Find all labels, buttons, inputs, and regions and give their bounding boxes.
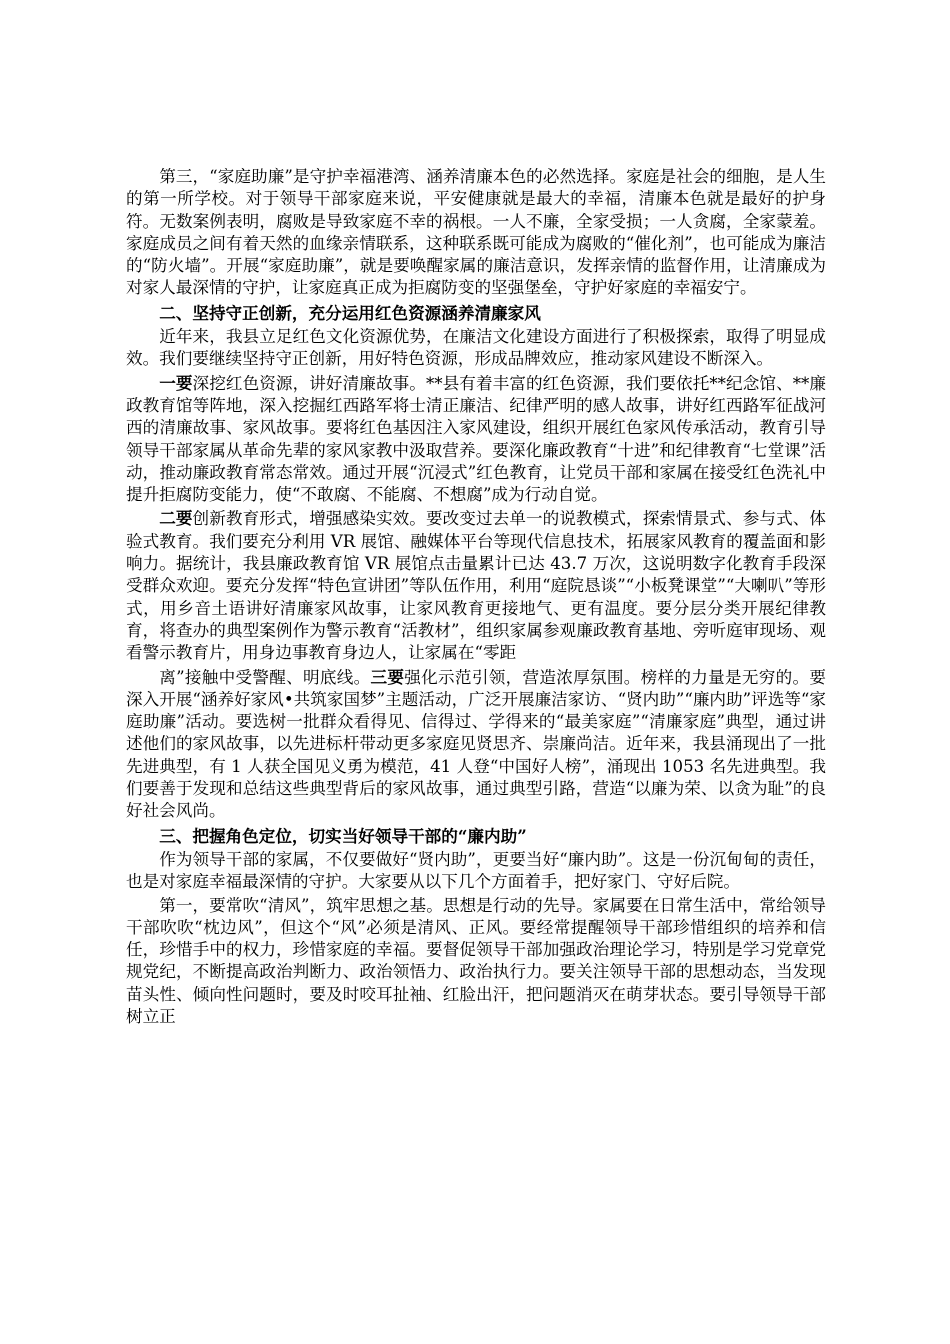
point-three-text: 强化示范引领，营造浓厚氛围。榜样的力量是无穷的。要深入开展“涵养好家风•共筑家国梦”主题活动，广泛开展廉洁家访、“贤内助”“廉内助”评选等“家庭助廉”活动。要选树一批群众看得见、信得过、学得来的“最美家庭”“清廉家庭”典型，通过讲述他们的家风故事，以先进标杆带动更多家庭见贤思齐、崇廉尚洁。近年来，我县涌现出了一批先进典型，有 1 人获全国见义勇为模范，41 人登“中国好人榜”，涌现出 1053 名先进典型。我们要善于发现和总结这些典型背后的家风故事，通过典型引路，营造“以廉为荣、以贪为耻”的良好社会风尚。 xyxy=(126,667,827,821)
paragraph-point-one xyxy=(126,372,826,507)
point-three-lead: 三要 xyxy=(370,666,405,687)
paragraph-point-three xyxy=(126,666,826,823)
point-three-continuation: 离”接触中受警醒、明底线。 xyxy=(159,667,371,687)
paragraph-role-position: 作为领导干部的家属，不仅要做好“贤内助”，更要当好“廉内助”。这是一份沉甸甸的责任，也是对家庭幸福最深情的守护。大家要从以下几个方面着手，把好家门、守好后院。 xyxy=(126,849,826,892)
section-heading-two: 二、坚持守正创新，充分运用红色资源涵养清廉家风 xyxy=(159,302,541,323)
paragraph-family-integrity: 第三，“家庭助廉”是守护幸福港湾、涵养清廉本色的必然选择。家庭是社会的细胞，是人生的第一所学校。对于领导干部家庭来说，平安健康就是最大的幸福，清廉本色就是最好的护身符。无数案例表明，腐败是导致家庭不幸的祸根。一人不廉，全家受损；一人贪腐，全家蒙羞。家庭成员之间有着天然的血缘亲情联系，这种联系既可能成为腐败的“催化剂”，也可能成为廉洁的“防火墙”。开展“家庭助廉”，就是要唤醒家属的廉洁意识，发挥亲情的监督作用，让清廉成为对家人最深情的守护，让家庭真正成为拒腐防变的坚强堡垒，守护好家庭的幸福安宁。 xyxy=(126,167,826,298)
paragraph-point-two xyxy=(126,507,826,664)
point-one-lead: 一要 xyxy=(159,372,193,393)
point-one-text: 深挖红色资源，讲好清廉故事。**县有着丰富的红色资源，我们要依托**纪念馆、**廉政教育馆等阵地，深入挖掘红西路军将士清正廉洁、纪律严明的感人故事，讲好红西路军征战河西的清廉故事、家风故事。要将红色基因注入家风建设，组织开展红色家风传承活动，教育引导领导干部家属从革命先辈的家风家教中汲取营养。要深化廉政教育“十进”和纪律教育“七堂课”活动，推动廉政教育常态常效。通过开展“沉浸式”红色教育，让党员干部和家属在接受红色洗礼中提升拒腐防变能力，使“不敢腐、不能腐、不想腐”成为行动自觉。 xyxy=(126,373,827,505)
section-heading-three: 三、把握角色定位，切实当好领导干部的“廉内助” xyxy=(159,825,527,846)
point-two-text: 创新教育形式，增强感染实效。要改变过去单一的说教模式，探索情景式、参与式、体验式教育。我们要充分利用 VR 展馆、融媒体平台等现代信息技术，拓展家风教育的覆盖面和影响力。据统计，我县廉政教育馆 VR 展馆点击量累计已达 43.7 万次，这说明数字化教育手段深受群众欢迎。要充分发挥“特色宣讲团”等队伍作用，利用“庭院恳谈”“小板凳课堂”“大喇叭”等形式，用乡音土语讲好清廉家风故事，让家风教育更接地气、更有温度。要分层分类开展纪律教育，将查办的典型案例作为警示教育“活教材”，组织家属参观廉政教育基地、旁听庭审现场、观看警示教育片，用身边事教育身边人，让家属在“零距 xyxy=(126,509,827,663)
paragraph-first-clean-wind: 第一，要常吹“清风”，筑牢思想之基。思想是行动的先导。家属要在日常生活中，常给领导干部吹吹“枕边风”，但这个“风”必须是清风、正风。要经常提醒领导干部珍惜组织的培养和信任，珍惜手中的权力，珍惜家庭的幸福。要督促领导干部加强政治理论学习，特别是学习党章党规党纪，不断提高政治判断力、政治领悟力、政治执行力。要关注领导干部的思想动态，当发现苗头性、倾向性问题时，要及时咬耳扯袖、红脸出汗，把问题消灭在萌芽状态。要引导领导干部树立正 xyxy=(126,895,826,1026)
point-two-lead: 二要 xyxy=(159,508,193,529)
document-body xyxy=(126,166,826,1028)
paragraph-recent-years: 近年来，我县立足红色文化资源优势，在廉洁文化建设方面进行了积极探索，取得了明显成效。我们要继续坚持守正创新，用好特色资源，形成品牌效应，推动家风建设不断深入。 xyxy=(126,327,826,369)
